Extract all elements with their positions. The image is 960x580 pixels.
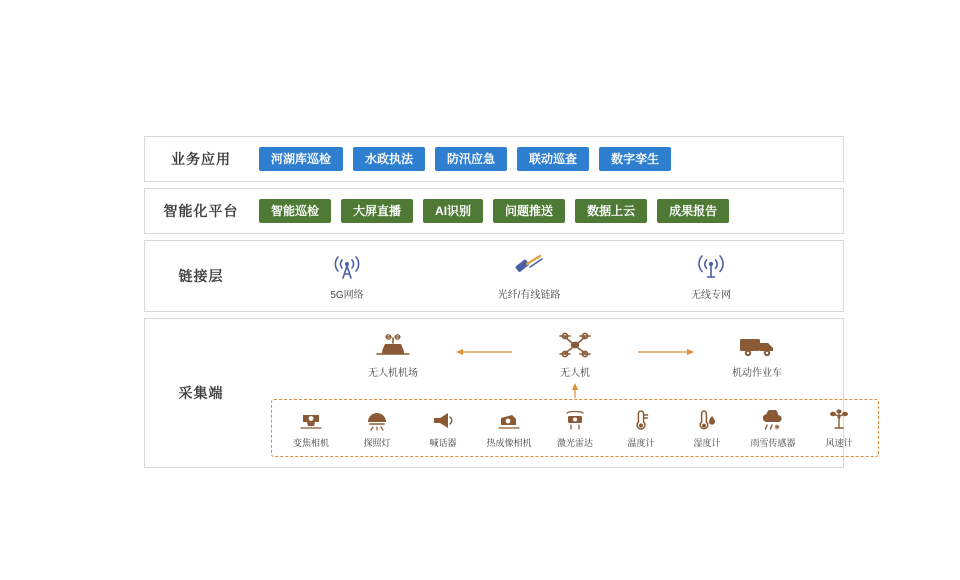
link-item-list: [257, 251, 843, 301]
row-label-link: 链接层: [178, 268, 224, 284]
sensor-label-thermal-camera: 热成像相机: [486, 437, 532, 448]
arrow-drone-to-sensors: [257, 385, 893, 399]
chip-ai-recognition[interactable]: AI识别: [423, 199, 483, 223]
wireless-antenna-icon: [696, 251, 726, 281]
sensor-hygrometer: [674, 408, 740, 449]
link-item-fiber: [469, 251, 589, 301]
chip-issue-push[interactable]: 问题推送: [493, 199, 565, 223]
row-label-platform: 智能化平台: [163, 203, 239, 219]
sensor-lidar: [542, 408, 608, 449]
architecture-diagram: [144, 136, 853, 468]
sensor-label-loudspeaker: 喊话器: [429, 437, 457, 448]
row-business-application: [144, 136, 844, 182]
drone-hangar-icon: [371, 326, 415, 360]
hygrometer-icon: [696, 408, 718, 432]
node-label-work-truck: 机动作业车: [732, 367, 782, 379]
sensor-label-searchlight: 探照灯: [363, 437, 391, 448]
sensor-label-thermometer: 温度计: [627, 437, 655, 448]
searchlight-icon: [364, 408, 390, 432]
row-label-collection: 采集端: [178, 385, 224, 401]
sensor-loudspeaker: [410, 408, 476, 449]
signal-tower-icon: [332, 251, 362, 281]
chip-flood-emergency[interactable]: 防汛应急: [435, 147, 507, 171]
link-item-label-fiber: 光纤/有线链路: [497, 290, 561, 301]
row-link-layer: [144, 240, 844, 312]
chip-digital-twin[interactable]: 数字孪生: [599, 147, 671, 171]
arrow-drone-to-truck: [635, 342, 697, 362]
sensor-anemometer: [806, 408, 872, 449]
platform-chip-list: [257, 199, 843, 223]
collection-body: [257, 319, 893, 467]
chip-result-report[interactable]: 成果报告: [657, 199, 729, 223]
sensor-zoom-camera: [278, 408, 344, 449]
rain-snow-sensor-icon: [759, 408, 787, 432]
sensor-label-zoom-camera: 变焦相机: [292, 437, 329, 448]
thermometer-icon: [631, 408, 651, 432]
link-item-label-5g: 5G网络: [330, 290, 364, 301]
chip-data-to-cloud[interactable]: 数据上云: [575, 199, 647, 223]
chip-water-law-enforcement[interactable]: 水政执法: [353, 147, 425, 171]
drone-icon: [553, 326, 597, 360]
node-work-truck: [697, 326, 817, 379]
arrow-hangar-to-drone: [453, 342, 515, 362]
sensor-label-lidar: 激光雷达: [556, 437, 593, 448]
sensor-thermal-camera: [476, 408, 542, 449]
thermal-camera-icon: [496, 408, 522, 432]
loudspeaker-icon: [430, 408, 456, 432]
row-label-business: 业务应用: [171, 151, 231, 167]
node-label-drone: 无人机: [560, 367, 590, 379]
link-item-5g: [287, 251, 407, 301]
business-chip-list: [257, 147, 843, 171]
lidar-icon: [562, 408, 588, 432]
work-truck-icon: [734, 326, 780, 360]
chip-river-lake-inspection[interactable]: 河湖库巡检: [259, 147, 343, 171]
link-item-label-wireless: 无线专网: [691, 290, 731, 301]
anemometer-icon: [827, 408, 851, 432]
sensor-thermometer: [608, 408, 674, 449]
fiber-cable-icon: [512, 251, 546, 281]
chip-joint-patrol[interactable]: 联动巡查: [517, 147, 589, 171]
chip-smart-inspection[interactable]: 智能巡检: [259, 199, 331, 223]
link-item-wireless: [651, 251, 771, 301]
row-intelligent-platform: [144, 188, 844, 234]
node-label-drone-hangar: 无人机机场: [368, 367, 418, 379]
sensor-label-rain-snow: 雨雪传感器: [750, 437, 796, 448]
collection-node-row: [257, 319, 893, 385]
node-drone: [515, 326, 635, 379]
sensor-group: [271, 399, 879, 457]
node-drone-hangar: [333, 326, 453, 379]
chip-large-screen-live[interactable]: 大屏直播: [341, 199, 413, 223]
sensor-label-hygrometer: 湿度计: [693, 437, 721, 448]
zoom-camera-icon: [298, 408, 324, 432]
sensor-label-anemometer: 风速计: [825, 437, 853, 448]
sensor-rain-snow: [740, 408, 806, 449]
sensor-searchlight: [344, 408, 410, 449]
row-collection-side: [144, 318, 853, 468]
